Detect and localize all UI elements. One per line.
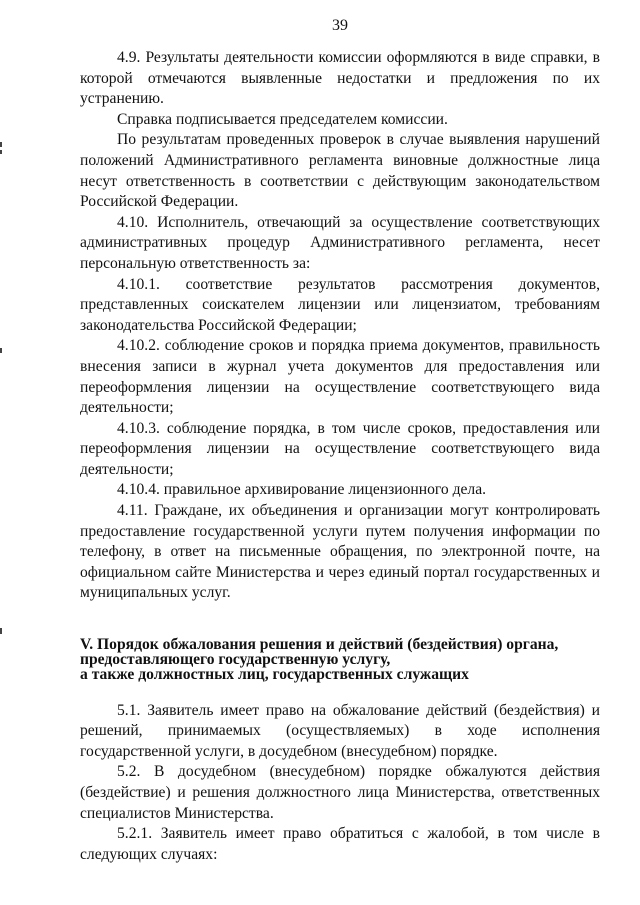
paragraph-certificate-signature: Справка подписывается председателем комиссии. (117, 110, 448, 128)
section-heading-line: V. Порядок обжалования решения и действий (бездействия) органа, (80, 636, 559, 654)
paragraph-4-10: 4.10. Исполнитель, отвечающий за осуществление соответствующих административных процедур Административного регламента, несет персональную ответственность за: (80, 213, 600, 272)
paragraph-4-11: 4.11. Граждане, их объединения и организации могут контролировать предоставление государственной услуги путем получения информации по телефону, в ответ на письменные обращения, по электронной почте, на официальном сайте Министерства и через единый портал государственных и муниципальных услуг. (80, 502, 600, 602)
paragraph-4-10-4: 4.10.4. правильное архивирование лицензионного дела. (117, 481, 487, 499)
paragraph-5-2: 5.2. В досудебном (внесудебном) порядке обжалуются действия (бездействие) и решения должностного лица Министерства, ответственных специалистов Министерства. (80, 763, 600, 822)
section-heading (80, 637, 600, 683)
page-number: 39 (332, 17, 348, 34)
paragraph-5-1: 5.1. Заявитель имеет право на обжалование действий (бездействия) и решений, принимаемых (осуществляемых) в ходе исполнения государственной услуги, в досудебном (внесудебном) порядке. (80, 701, 600, 760)
scan-edge-mark (0, 150, 2, 154)
document-body (80, 48, 600, 865)
section-heading-line: а также должностных лиц, государственных служащих (80, 666, 469, 684)
paragraph-4-10-1: 4.10.1. соответствие результатов рассмотрения документов, представленных соискателем лицензии или лицензиатом, требованиям законодательства Российской Федерации; (80, 275, 600, 334)
scan-edge-mark (0, 142, 2, 147)
paragraph-5-2-1: 5.2.1. Заявитель имеет право обратиться с жалобой, в том числе в следующих случаях: (80, 825, 600, 863)
spacer (80, 683, 600, 701)
paragraph-4-10-2: 4.10.2. соблюдение сроков и порядка приема документов, правильность внесения записи в журнал учета документов для предоставления или переоформления лицензии на осуществление соответствующего вида деятельности; (80, 337, 600, 417)
spacer (80, 604, 600, 637)
scan-edge-mark (0, 348, 2, 353)
scan-edge-mark (0, 628, 2, 634)
section-heading-line: предоставляющего государственную услугу, (80, 651, 391, 669)
paragraph-4-10-3: 4.10.3. соблюдение порядка, в том числе сроков, предоставления или переоформления лицензии на осуществление соответствующего вида деятельности; (80, 419, 600, 478)
paragraph-inspection-results: По результатам проведенных проверок в случае выявления нарушений положений Административного регламента виновные должностные лица несут ответственность в соответствии с действующим законодательством Российской Федерации. (80, 131, 600, 211)
paragraph-4-9: 4.9. Результаты деятельности комиссии оформляются в виде справки, в которой отмечаются выявленные недостатки и предложения по их устранению. (80, 49, 600, 108)
